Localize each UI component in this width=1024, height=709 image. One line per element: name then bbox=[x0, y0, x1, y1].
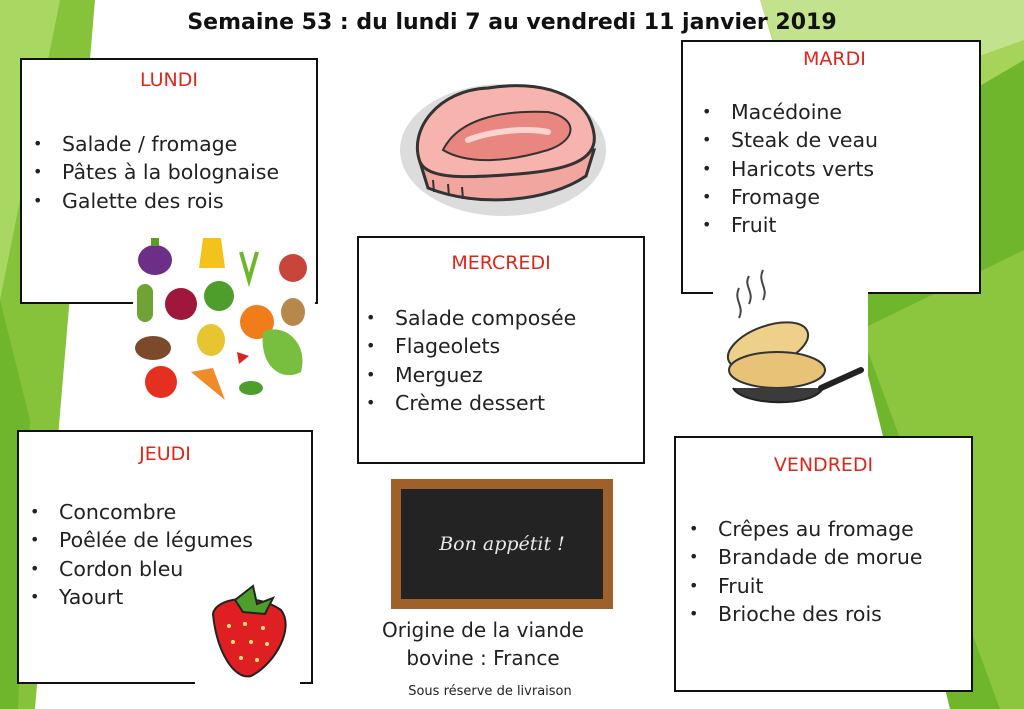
chalkboard-text: Bon appétit ! bbox=[439, 533, 565, 555]
meat-origin-note bbox=[352, 616, 614, 672]
list-item: • Salade composée bbox=[395, 304, 643, 332]
list-item: • Fruit bbox=[731, 211, 979, 239]
day-label-vendredi: VENDREDI bbox=[773, 454, 874, 476]
list-item: • Macédoine bbox=[731, 98, 979, 126]
list-item: • Cordon bleu bbox=[59, 555, 311, 583]
list-item: • Crêpes au fromage bbox=[718, 515, 971, 543]
origin-line-1: Origine de la viande bbox=[382, 618, 584, 642]
menu-list-mardi bbox=[683, 98, 979, 239]
day-box-mercredi bbox=[357, 236, 645, 464]
footer-note: Sous réserve de livraison bbox=[408, 684, 572, 699]
list-item: • Haricots verts bbox=[731, 155, 979, 183]
list-item: • Brandade de morue bbox=[718, 543, 971, 571]
list-item: • Crème dessert bbox=[395, 389, 643, 417]
list-item: • Concombre bbox=[59, 498, 311, 526]
day-label-lundi: LUNDI bbox=[140, 69, 198, 91]
list-item: • Galette des rois bbox=[62, 187, 316, 215]
day-label-mercredi: MERCREDI bbox=[451, 252, 551, 274]
day-label-jeudi: JEUDI bbox=[139, 443, 191, 465]
steak-icon bbox=[398, 70, 608, 220]
list-item: • Merguez bbox=[395, 361, 643, 389]
day-box-vendredi bbox=[674, 436, 973, 692]
menu-list-lundi bbox=[22, 130, 316, 215]
list-item: • Brioche des rois bbox=[718, 600, 971, 628]
list-item: • Poêlée de légumes bbox=[59, 526, 311, 554]
chalkboard-surface bbox=[401, 489, 603, 599]
list-item: • Flageolets bbox=[395, 332, 643, 360]
day-label-mardi: MARDI bbox=[803, 48, 866, 70]
crepes-pan-icon bbox=[713, 266, 868, 416]
strawberry-icon bbox=[195, 584, 300, 684]
list-item: • Fruit bbox=[718, 572, 971, 600]
menu-list-mercredi bbox=[359, 304, 643, 417]
menu-list-vendredi bbox=[676, 515, 971, 628]
day-box-mardi bbox=[681, 40, 981, 294]
page-title: Semaine 53 : du lundi 7 au vendredi 11 janvier 2019 bbox=[187, 10, 837, 35]
list-item: • Pâtes à la bolognaise bbox=[62, 158, 316, 186]
list-item: • Steak de veau bbox=[731, 126, 979, 154]
list-item: • Fromage bbox=[731, 183, 979, 211]
origin-line-2: bovine : France bbox=[406, 646, 560, 670]
list-item: • Yaourt bbox=[59, 583, 311, 611]
list-item: • Salade / fromage bbox=[62, 130, 316, 158]
vegetables-icon bbox=[133, 232, 315, 404]
chalkboard bbox=[391, 479, 613, 609]
